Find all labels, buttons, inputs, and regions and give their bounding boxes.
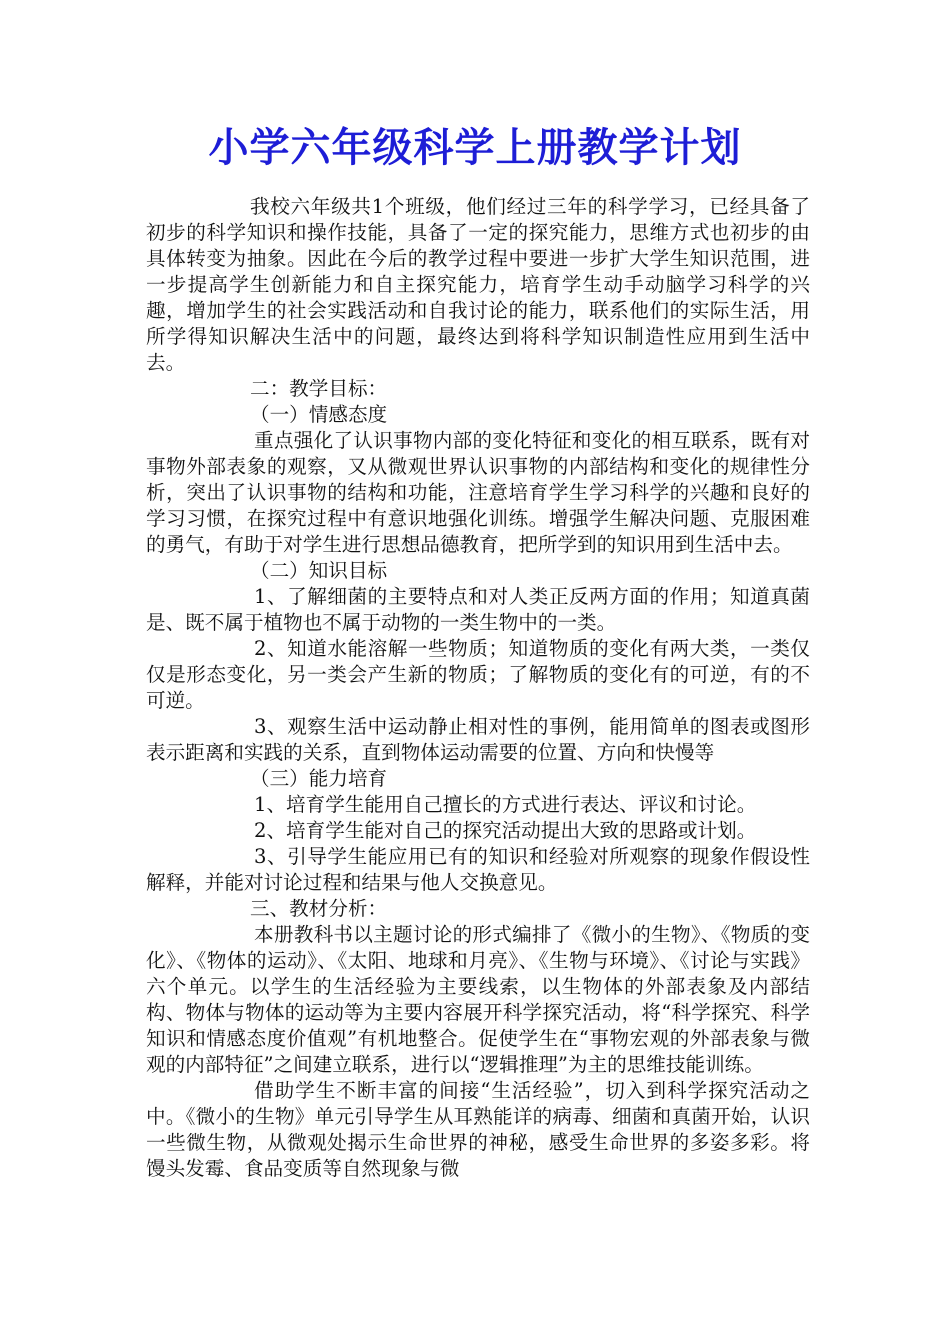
- list-item-knowledge-1: 1、了解细菌的主要特点和对人类正反两方面的作用；知道真菌是、既不属于植物也不属于动物的一类生物中的一类。: [146, 585, 810, 634]
- heading-teaching-goals: 二：教学目标：: [250, 377, 388, 400]
- list-item-ability-3: 3、引导学生能应用已有的知识和经验对所观察的现象作假设性解释，并能对讨论过程和结果与他人交换意见。: [146, 845, 810, 894]
- paragraph-textbook-analysis: 本册教科书以主题讨论的形式编排了《微小的生物》、《物质的变化》、《物体的运动》、《太阳、地球和月亮》、《生物与环境》、《讨论与实践》六个单元。以学生的生活经验为主要线索，以生物体的外部表象及内部结构、物体与物体的运动等为主要内容展开科学探究活动，将“科学探究、科学知识和情感态度价值观”有机地整合。促使学生在“事物宏观的外部表象与微观的内部特征”之间建立联系，进行以“逻辑推理”为主的思维技能训练。: [146, 923, 810, 1076]
- heading-textbook-analysis: 三、教材分析：: [250, 897, 388, 920]
- list-item-ability-1: 1、培育学生能用自己擅长的方式进行表达、评议和讨论。: [254, 793, 757, 816]
- subheading-emotion-attitude: （一）情感态度: [250, 403, 388, 426]
- page-title: 小学六年级科学上册教学计划: [208, 124, 742, 171]
- list-item-knowledge-3: 3、观察生活中运动静止相对性的事例，能用简单的图表或图形表示距离和实践的关系，直到物体运动需要的位置、方向和快慢等: [146, 715, 810, 764]
- list-item-knowledge-2: 2、知道水能溶解一些物质；知道物质的变化有两大类，一类仅仅是形态变化，另一类会产生新的物质；了解物质的变化有的可逆，有的不可逆。: [146, 637, 810, 712]
- subheading-ability-training: （三）能力培育: [250, 767, 388, 790]
- document-body: [146, 194, 810, 1182]
- paragraph-life-experience: 借助学生不断丰富的间接“生活经验”，切入到科学探究活动之中。《微小的生物》单元引导学生从耳熟能详的病毒、细菌和真菌开始，认识一些微生物，从微观处揭示生命世界的神秘，感受生命世界的多姿多彩。将馒头发霉、食品变质等自然现象与微: [146, 1079, 810, 1180]
- subheading-knowledge-goals: （二）知识目标: [250, 559, 388, 582]
- paragraph-emotion-attitude: 重点强化了认识事物内部的变化特征和变化的相互联系，既有对事物外部表象的观察，又从微观世界认识事物的内部结构和变化的规律性分析，突出了认识事物的结构和功能，注意培育学生学习科学的兴趣和良好的学习习惯，在探究过程中有意识地强化训练。增强学生解决问题、克服困难的勇气，有助于对学生进行思想品德教育，把所学到的知识用到生活中去。: [146, 429, 810, 556]
- list-item-ability-2: 2、培育学生能对自己的探究活动提出大致的思路或计划。: [254, 819, 757, 842]
- paragraph-intro: 我校六年级共1个班级，他们经过三年的科学学习，已经具备了初步的科学知识和操作技能，具备了一定的探究能力，思维方式也初步的由具体转变为抽象。因此在今后的教学过程中要进一步扩大学生知识范围，进一步提高学生创新能力和自主探究能力，培育学生动手动脑学习科学的兴趣，增加学生的社会实践活动和自我讨论的能力，联系他们的实际生活，用所学得知识解决生活中的问题，最终达到将科学知识制造性应用到生活中去。: [146, 195, 810, 374]
